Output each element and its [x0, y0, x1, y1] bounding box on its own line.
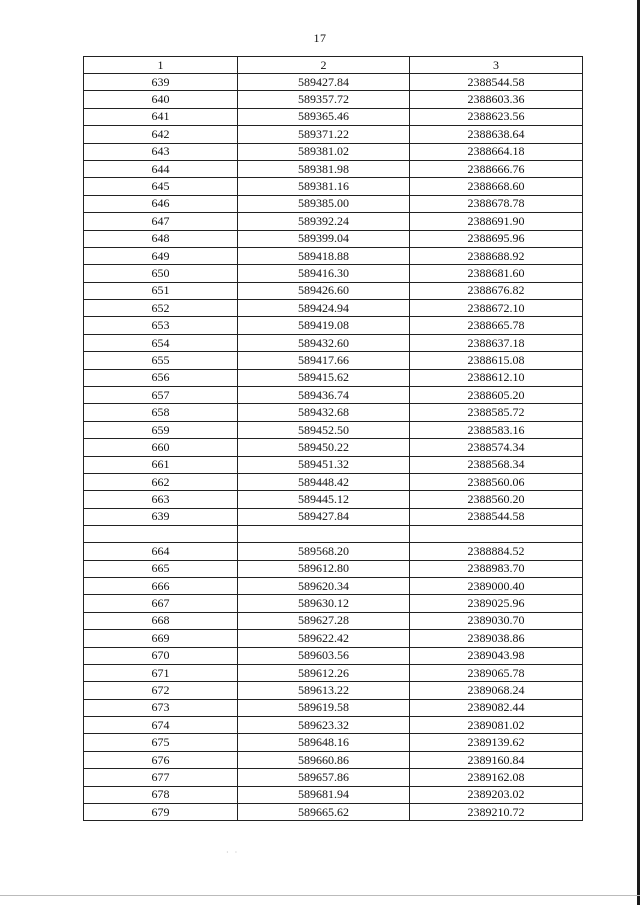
point-number-cell: 661 — [84, 456, 238, 473]
table-row — [84, 577, 583, 594]
x-coordinate-cell: 589448.42 — [238, 473, 410, 490]
y-coordinate-cell: 2388691.90 — [410, 213, 583, 230]
y-coordinate-cell: 2388695.96 — [410, 230, 583, 247]
table-row — [84, 734, 583, 751]
column-header-point: 1 — [84, 57, 238, 74]
point-number-cell: 649 — [84, 247, 238, 264]
x-coordinate-cell: 589365.46 — [238, 108, 410, 125]
table-row — [84, 439, 583, 456]
point-number-cell: 676 — [84, 751, 238, 768]
table-row — [84, 526, 583, 543]
point-number-cell: 648 — [84, 230, 238, 247]
y-coordinate-cell: 2388666.76 — [410, 160, 583, 177]
x-coordinate-cell: 589622.42 — [238, 630, 410, 647]
x-coordinate-cell: 589657.86 — [238, 769, 410, 786]
table-row — [84, 543, 583, 560]
y-coordinate-cell: 2388560.06 — [410, 473, 583, 490]
x-coordinate-cell: 589416.30 — [238, 265, 410, 282]
table-row — [84, 647, 583, 664]
x-coordinate-cell: 589357.72 — [238, 91, 410, 108]
y-coordinate-cell: 2389065.78 — [410, 664, 583, 681]
point-number-cell: 658 — [84, 404, 238, 421]
page-number: 17 — [313, 31, 327, 45]
y-coordinate-cell: 2388544.58 — [410, 508, 583, 525]
y-coordinate-cell: 2389081.02 — [410, 717, 583, 734]
x-coordinate-cell: 589399.04 — [238, 230, 410, 247]
x-coordinate-cell: 589603.56 — [238, 647, 410, 664]
table-row — [84, 300, 583, 317]
table-row — [84, 74, 583, 91]
table-row — [84, 699, 583, 716]
x-coordinate-cell: 589426.60 — [238, 282, 410, 299]
y-coordinate-cell: 2388605.20 — [410, 387, 583, 404]
table-row — [84, 491, 583, 508]
y-coordinate-cell: 2388638.64 — [410, 126, 583, 143]
point-number-cell: 679 — [84, 804, 238, 821]
x-coordinate-cell: 589660.86 — [238, 751, 410, 768]
x-coordinate-cell: 589427.84 — [238, 508, 410, 525]
y-coordinate-cell: 2388637.18 — [410, 334, 583, 351]
point-number-cell: 660 — [84, 439, 238, 456]
table-row — [84, 786, 583, 803]
column-header-y: 3 — [410, 57, 583, 74]
point-number-cell: 670 — [84, 647, 238, 664]
point-number-cell: 674 — [84, 717, 238, 734]
y-coordinate-cell: 2388672.10 — [410, 300, 583, 317]
x-coordinate-cell: 589427.84 — [238, 74, 410, 91]
table-row — [84, 317, 583, 334]
x-coordinate-cell: 589415.62 — [238, 369, 410, 386]
y-coordinate-cell: 2389000.40 — [410, 577, 583, 594]
table-row — [84, 682, 583, 699]
x-coordinate-cell: 589619.58 — [238, 699, 410, 716]
point-number-cell: 652 — [84, 300, 238, 317]
x-coordinate-cell: 589620.34 — [238, 577, 410, 594]
point-number-cell: 651 — [84, 282, 238, 299]
table-row — [84, 91, 583, 108]
y-coordinate-cell: 2389025.96 — [410, 595, 583, 612]
point-number-cell: 641 — [84, 108, 238, 125]
x-coordinate-cell: 589392.24 — [238, 213, 410, 230]
y-coordinate-cell: 2388983.70 — [410, 560, 583, 577]
point-number-cell: 653 — [84, 317, 238, 334]
table-row — [84, 213, 583, 230]
point-number-cell: 672 — [84, 682, 238, 699]
y-coordinate-cell: 2389139.62 — [410, 734, 583, 751]
point-number-cell: 662 — [84, 473, 238, 490]
y-coordinate-cell: 2388668.60 — [410, 178, 583, 195]
table-row — [84, 265, 583, 282]
scan-speck: · · — [226, 848, 240, 857]
table-row — [84, 630, 583, 647]
y-coordinate-cell: 2389210.72 — [410, 804, 583, 821]
y-coordinate-cell: 2388623.56 — [410, 108, 583, 125]
table-row — [84, 664, 583, 681]
point-number-cell: 647 — [84, 213, 238, 230]
y-coordinate-cell: 2388615.08 — [410, 352, 583, 369]
y-coordinate-cell — [410, 526, 583, 543]
y-coordinate-cell: 2388678.78 — [410, 195, 583, 212]
x-coordinate-cell: 589445.12 — [238, 491, 410, 508]
point-number-cell: 678 — [84, 786, 238, 803]
table-row — [84, 230, 583, 247]
point-number-cell: 663 — [84, 491, 238, 508]
x-coordinate-cell: 589417.66 — [238, 352, 410, 369]
table-row — [84, 247, 583, 264]
table-row — [84, 404, 583, 421]
point-number-cell — [84, 526, 238, 543]
y-coordinate-cell: 2388583.16 — [410, 421, 583, 438]
point-number-cell: 677 — [84, 769, 238, 786]
y-coordinate-cell: 2389082.44 — [410, 699, 583, 716]
y-coordinate-cell: 2388681.60 — [410, 265, 583, 282]
table-row — [84, 456, 583, 473]
x-coordinate-cell: 589381.16 — [238, 178, 410, 195]
x-coordinate-cell: 589613.22 — [238, 682, 410, 699]
y-coordinate-cell: 2389068.24 — [410, 682, 583, 699]
table-row — [84, 143, 583, 160]
table-row — [84, 387, 583, 404]
y-coordinate-cell: 2389162.08 — [410, 769, 583, 786]
y-coordinate-cell: 2389043.98 — [410, 647, 583, 664]
table-row — [84, 612, 583, 629]
table-row — [84, 804, 583, 821]
point-number-cell: 642 — [84, 126, 238, 143]
x-coordinate-cell: 589623.32 — [238, 717, 410, 734]
x-coordinate-cell: 589612.26 — [238, 664, 410, 681]
point-number-cell: 667 — [84, 595, 238, 612]
x-coordinate-cell: 589648.16 — [238, 734, 410, 751]
table-row — [84, 126, 583, 143]
table-header-row — [84, 57, 583, 74]
x-coordinate-cell: 589568.20 — [238, 543, 410, 560]
point-number-cell: 665 — [84, 560, 238, 577]
point-number-cell: 655 — [84, 352, 238, 369]
point-number-cell: 657 — [84, 387, 238, 404]
point-number-cell: 659 — [84, 421, 238, 438]
table-row — [84, 178, 583, 195]
x-coordinate-cell: 589436.74 — [238, 387, 410, 404]
point-number-cell: 640 — [84, 91, 238, 108]
table-row — [84, 473, 583, 490]
table-row — [84, 334, 583, 351]
y-coordinate-cell: 2388574.34 — [410, 439, 583, 456]
x-coordinate-cell: 589665.62 — [238, 804, 410, 821]
coordinates-table — [83, 56, 583, 821]
point-number-cell: 656 — [84, 369, 238, 386]
x-coordinate-cell: 589424.94 — [238, 300, 410, 317]
x-coordinate-cell: 589371.22 — [238, 126, 410, 143]
x-coordinate-cell: 589381.98 — [238, 160, 410, 177]
table-row — [84, 508, 583, 525]
x-coordinate-cell: 589627.28 — [238, 612, 410, 629]
point-number-cell: 669 — [84, 630, 238, 647]
point-number-cell: 654 — [84, 334, 238, 351]
point-number-cell: 673 — [84, 699, 238, 716]
point-number-cell: 671 — [84, 664, 238, 681]
point-number-cell: 644 — [84, 160, 238, 177]
y-coordinate-cell: 2388544.58 — [410, 74, 583, 91]
y-coordinate-cell: 2389030.70 — [410, 612, 583, 629]
x-coordinate-cell: 589612.80 — [238, 560, 410, 577]
y-coordinate-cell: 2388603.36 — [410, 91, 583, 108]
y-coordinate-cell: 2389203.02 — [410, 786, 583, 803]
table-row — [84, 421, 583, 438]
scan-edge-bottom — [0, 895, 640, 896]
point-number-cell: 646 — [84, 195, 238, 212]
x-coordinate-cell — [238, 526, 410, 543]
x-coordinate-cell: 589451.32 — [238, 456, 410, 473]
table-row — [84, 717, 583, 734]
table-row — [84, 369, 583, 386]
x-coordinate-cell: 589432.68 — [238, 404, 410, 421]
table-row — [84, 595, 583, 612]
y-coordinate-cell: 2389160.84 — [410, 751, 583, 768]
x-coordinate-cell: 589381.02 — [238, 143, 410, 160]
y-coordinate-cell: 2388560.20 — [410, 491, 583, 508]
x-coordinate-cell: 589419.08 — [238, 317, 410, 334]
point-number-cell: 643 — [84, 143, 238, 160]
point-number-cell: 666 — [84, 577, 238, 594]
point-number-cell: 645 — [84, 178, 238, 195]
point-number-cell: 668 — [84, 612, 238, 629]
point-number-cell: 639 — [84, 74, 238, 91]
column-header-x: 2 — [238, 57, 410, 74]
point-number-cell: 675 — [84, 734, 238, 751]
y-coordinate-cell: 2389038.86 — [410, 630, 583, 647]
y-coordinate-cell: 2388884.52 — [410, 543, 583, 560]
y-coordinate-cell: 2388676.82 — [410, 282, 583, 299]
point-number-cell: 664 — [84, 543, 238, 560]
x-coordinate-cell: 589432.60 — [238, 334, 410, 351]
table-row — [84, 108, 583, 125]
y-coordinate-cell: 2388568.34 — [410, 456, 583, 473]
table-row — [84, 282, 583, 299]
x-coordinate-cell: 589452.50 — [238, 421, 410, 438]
y-coordinate-cell: 2388665.78 — [410, 317, 583, 334]
table-row — [84, 769, 583, 786]
x-coordinate-cell: 589630.12 — [238, 595, 410, 612]
table-row — [84, 352, 583, 369]
table-row — [84, 560, 583, 577]
y-coordinate-cell: 2388612.10 — [410, 369, 583, 386]
table-row — [84, 751, 583, 768]
x-coordinate-cell: 589418.88 — [238, 247, 410, 264]
y-coordinate-cell: 2388585.72 — [410, 404, 583, 421]
point-number-cell: 650 — [84, 265, 238, 282]
x-coordinate-cell: 589450.22 — [238, 439, 410, 456]
y-coordinate-cell: 2388664.18 — [410, 143, 583, 160]
table-row — [84, 195, 583, 212]
x-coordinate-cell: 589385.00 — [238, 195, 410, 212]
table-body — [84, 74, 583, 821]
x-coordinate-cell: 589681.94 — [238, 786, 410, 803]
y-coordinate-cell: 2388688.92 — [410, 247, 583, 264]
table-row — [84, 160, 583, 177]
point-number-cell: 639 — [84, 508, 238, 525]
